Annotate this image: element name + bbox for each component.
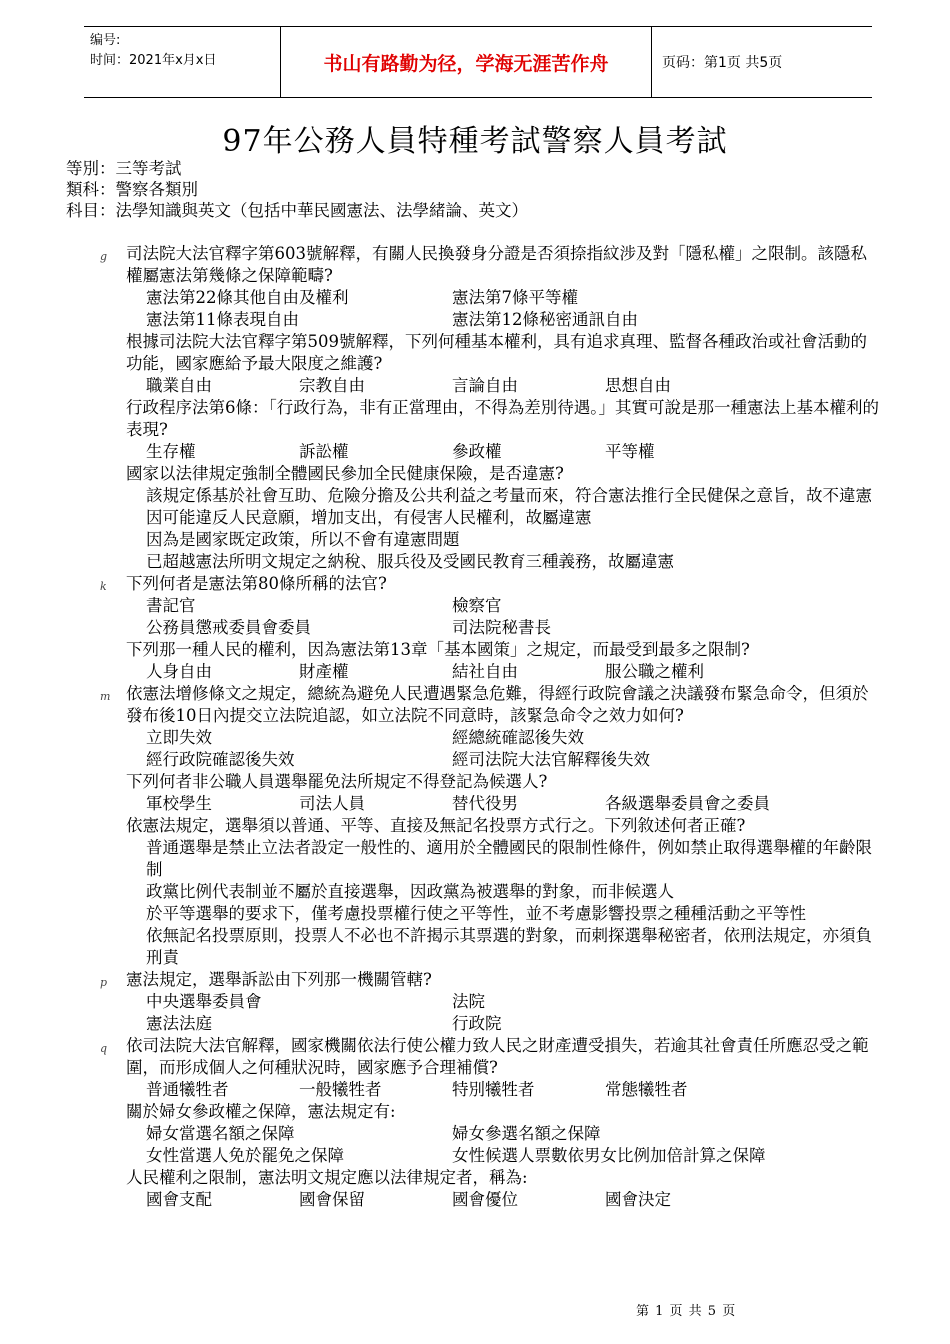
option: 宗教自由: [299, 376, 365, 395]
option: 一般犧牲者: [299, 1080, 382, 1099]
question-list: [100, 243, 882, 1211]
option: 該規定係基於社會互助、危險分擔及公共利益之考量而來，符合憲法推行全民健保之意旨，故不違憲: [146, 486, 872, 505]
option: 訴訟權: [299, 442, 349, 461]
option-row: [126, 1189, 882, 1211]
option: 國會保留: [299, 1190, 365, 1209]
option-row: [126, 793, 882, 815]
option: 公務員懲戒委員會委員: [146, 618, 311, 637]
option: 行政院: [452, 1014, 502, 1033]
option: 婦女當選名額之保障: [146, 1124, 295, 1143]
option-row: [126, 749, 882, 771]
option: 軍校學生: [146, 794, 212, 813]
question-12: [126, 1101, 882, 1167]
option: 法院: [452, 992, 485, 1011]
option-row: [126, 441, 882, 463]
option: 政黨比例代表制並不屬於直接選舉，因政黨為被選舉的對象，而非候選人: [146, 882, 674, 901]
time-label: 时间：2021年x月x日: [90, 53, 217, 68]
option: 憲法第12條秘密通訊自由: [452, 310, 638, 329]
option: 人身自由: [146, 662, 212, 681]
option-row: [126, 1013, 882, 1035]
question-text: 關於婦女參政權之保障，憲法規定有:: [126, 1102, 396, 1121]
option-row: [126, 661, 882, 683]
option: 職業自由: [146, 376, 212, 395]
option: 特別犧牲者: [452, 1080, 535, 1099]
option: 國會優位: [452, 1190, 518, 1209]
question-marker: k: [100, 580, 107, 593]
option: 憲法第22條其他自由及權利: [146, 288, 349, 307]
question-text: 根據司法院大法官釋字第509號解釋，下列何種基本權利，具有追求真理、監督各種政治或社會活動的功能，國家應給予最大限度之維護?: [126, 332, 867, 373]
option: 結社自由: [452, 662, 518, 681]
option: 平等權: [605, 442, 655, 461]
question-4: [126, 463, 882, 573]
question-text: 依憲法增修條文之規定，總統為避免人民遭遇緊急危難，得經行政院會議之決議發布緊急命令，但須於發布後10日內提交立法院追認，如立法院不同意時，該緊急命令之效力如何?: [126, 684, 869, 725]
option: 言論自由: [452, 376, 518, 395]
question-5: [100, 573, 882, 639]
exam-category: 類科：警察各類別: [66, 180, 198, 199]
option: 婦女參選名額之保障: [452, 1124, 601, 1143]
option: 已超越憲法所明文規定之納稅、服兵役及受國民教育三種義務，故屬違憲: [146, 552, 674, 571]
exam-grade: 等別：三等考試: [66, 159, 182, 178]
question-marker: p: [100, 976, 108, 989]
option: 司法人員: [299, 794, 365, 813]
number-label: 编号:: [90, 33, 121, 48]
option: 女性候選人票數依男女比例加倍計算之保障: [452, 1146, 766, 1165]
question-10: [100, 969, 882, 1035]
page-footer: 第 1 页 共 5 页: [636, 1304, 737, 1319]
option: 立即失效: [146, 728, 212, 747]
question-text: 依司法院大法官解釋，國家機關依法行使公權力致人民之財產遭受損失，若逾其社會責任所應忍受之範圍，而形成個人之何種狀況時，國家應予合理補償?: [126, 1036, 869, 1077]
question-9: [126, 815, 882, 969]
option-row: [126, 1079, 882, 1101]
option: 生存權: [146, 442, 196, 461]
header-info: [84, 27, 280, 97]
question-text: 國家以法律規定強制全體國民參加全民健康保險，是否違憲?: [126, 464, 564, 483]
question-marker: m: [100, 690, 111, 703]
option-row: [126, 727, 882, 749]
option: 憲法第7條平等權: [452, 288, 578, 307]
option: 國會支配: [146, 1190, 212, 1209]
option-row: [126, 1145, 882, 1167]
option: 普通選舉是禁止立法者設定一般性的、適用於全體國民的限制性條件，例如禁止取得選舉權的年齡限制: [146, 838, 872, 879]
option: 經司法院大法官解釋後失效: [452, 750, 650, 769]
option: 憲法第11條表現自由: [146, 310, 299, 329]
option: 書記官: [146, 596, 196, 615]
option: 替代役男: [452, 794, 518, 813]
question-text: 司法院大法官釋字第603號解釋，有關人民換發身分證是否須捺指紋涉及對「隱私權」之限制。該隱私權屬憲法第幾條之保障範疇?: [126, 244, 867, 285]
option-row: [126, 375, 882, 397]
question-text: 下列何者非公職人員選舉罷免法所規定不得登記為候選人?: [126, 772, 548, 791]
question-3: [126, 397, 882, 463]
option-row: [126, 1123, 882, 1145]
option: 參政權: [452, 442, 502, 461]
option: 女性當選人免於罷免之保障: [146, 1146, 344, 1165]
question-text: 下列那一種人民的權利，因為憲法第13章「基本國策」之規定，而最受到最多之限制?: [126, 640, 750, 659]
option: 經行政院確認後失效: [146, 750, 295, 769]
header-page-info: 页码：第1页 共5页: [662, 55, 783, 71]
page-header: [84, 26, 872, 98]
option: 中央選舉委員會: [146, 992, 262, 1011]
option: 依無記名投票原則，投票人不必也不許揭示其票選的對象，而刺探選舉秘密者，依刑法規定，亦須負刑責: [146, 926, 872, 967]
question-text: 行政程序法第6條：「行政行為，非有正當理由，不得為差別待遇。」其實可說是那一種憲法上基本權利的表現?: [126, 398, 879, 439]
option: 普通犧牲者: [146, 1080, 229, 1099]
option-row: [126, 309, 882, 331]
option: 憲法法庭: [146, 1014, 212, 1033]
option-row: [126, 617, 882, 639]
option: 司法院秘書長: [452, 618, 551, 637]
option: 國會決定: [605, 1190, 671, 1209]
option: 各級選舉委員會之委員: [605, 794, 770, 813]
option: 思想自由: [605, 376, 671, 395]
question-2: [126, 331, 882, 397]
option: 服公職之權利: [605, 662, 704, 681]
exam-meta: [66, 158, 528, 221]
question-11: [100, 1035, 882, 1101]
option: 經總統確認後失效: [452, 728, 584, 747]
option: 因為是國家既定政策，所以不會有違憲問題: [146, 530, 460, 549]
option: 檢察官: [452, 596, 502, 615]
question-marker: g: [100, 250, 108, 263]
option-row: [126, 991, 882, 1013]
question-6: [126, 639, 882, 683]
question-text: 下列何者是憲法第80條所稱的法官?: [126, 574, 387, 593]
option-row: [126, 595, 882, 617]
question-7: [100, 683, 882, 771]
option: 財產權: [299, 662, 349, 681]
question-text: 人民權利之限制，憲法明文規定應以法律規定者，稱為:: [126, 1168, 528, 1187]
question-13: [126, 1167, 882, 1211]
header-motto: 书山有路勤为径，学海无涯苦作舟: [280, 27, 652, 97]
option: 因可能違反人民意願，增加支出，有侵害人民權利，故屬違憲: [146, 508, 592, 527]
exam-subject: 科目：法學知識與英文（包括中華民國憲法、法學緒論、英文）: [66, 201, 528, 220]
option: 於平等選舉的要求下，僅考慮投票權行使之平等性，並不考慮影響投票之種種活動之平等性: [146, 904, 806, 923]
option-row: [126, 287, 882, 309]
question-1: [100, 243, 882, 331]
option: 常態犧牲者: [605, 1080, 688, 1099]
question-8: [126, 771, 882, 815]
question-marker: q: [100, 1042, 108, 1055]
question-text: 憲法規定，選舉訴訟由下列那一機關管轄?: [126, 970, 432, 989]
document-title: 97年公務人員特種考試警察人員考試: [222, 124, 728, 159]
question-text: 依憲法規定，選舉須以普通、平等、直接及無記名投票方式行之。下列敘述何者正確?: [126, 816, 746, 835]
